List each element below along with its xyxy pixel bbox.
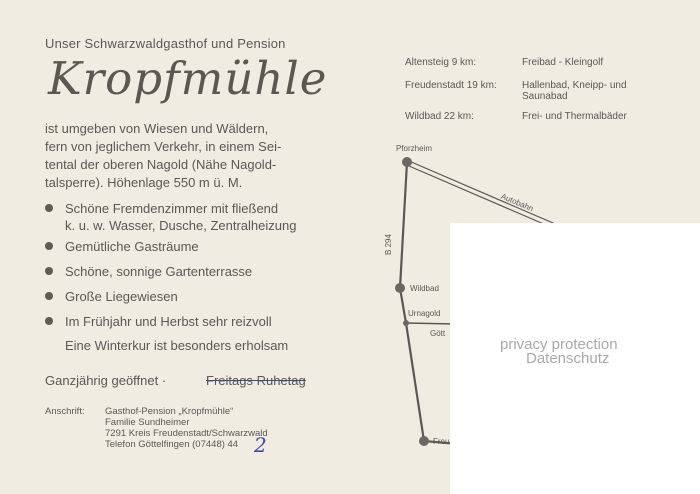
map-city-label: Urnagold [408,309,441,318]
city-dot [403,320,409,326]
intro-text: Unser Schwarzwaldgasthof und Pension [45,36,286,51]
distance-place: Freudenstadt 19 km: [405,80,497,91]
privacy-text [500,338,618,366]
map-city-label: Gött [430,329,446,338]
description-line: talsperre). Höhenlage 550 m ü. M. [45,175,243,190]
address-line: Familie Sundheimer [105,417,190,428]
description-line: tental der oberen Nagold (Nähe Nagold- [45,157,277,172]
map-city-label: Pforzheim [396,144,433,153]
map-road-label: Autobahn [499,191,535,214]
distance-amenity: Hallenbad, Kneipp- und Saunabad [522,80,627,102]
privacy-line: Datenschutz [526,350,610,367]
feature-text: Schöne Fremdenzimmer mit fließend [65,201,279,216]
map-city-label: Wildbad [410,284,439,293]
open-note: Ganzjährig geöffnet · [45,373,167,388]
feature-text: Gemütliche Gasträume [65,239,199,254]
description-line: fern von jeglichem Verkehr, in einem Sei- [45,139,282,154]
city-dot [419,436,429,446]
distance-place: Wildbad 22 km: [405,111,474,122]
distance-amenity: Frei- und Thermalbäder [522,111,627,122]
winter-note: Eine Winterkur ist besonders erholsam [65,338,289,353]
handwritten-digit: 2 [254,433,267,457]
distance-amenity: Freibad - Kleingolf [522,57,604,68]
address-line: 7291 Kreis Freudenstadt/Schwarzwald [105,428,268,439]
description-line: ist umgeben von Wiesen und Wäldern, [45,121,269,136]
rest-day-struck: Freitags Ruhetag [206,373,306,388]
autobahn-line [409,161,560,226]
address-label: Anschrift: [45,406,85,417]
autobahn-line [409,166,560,231]
address-line: Telefon Göttelfingen (07448) 44 [105,439,239,450]
feature-text: Im Frühjahr und Herbst sehr reizvoll [65,314,272,329]
city-dot [395,283,405,293]
feature-text: k. u. w. Wasser, Dusche, Zentralheizung [65,218,297,233]
privacy-line: privacy protection [500,336,618,353]
city-dot [402,157,412,167]
feature-text: Schöne, sonnige Gartenterrasse [65,264,253,279]
address-line: Gasthof-Pension „Kropfmühle“ [105,406,234,417]
road-line [406,323,455,324]
inn-title: Kropfmühle [48,52,328,105]
feature-text: Große Liegewiesen [65,289,178,304]
distance-place: Altensteig 9 km: [405,57,477,68]
map-road-label: B 294 [383,234,393,255]
map-city-label: Freu [433,437,450,446]
